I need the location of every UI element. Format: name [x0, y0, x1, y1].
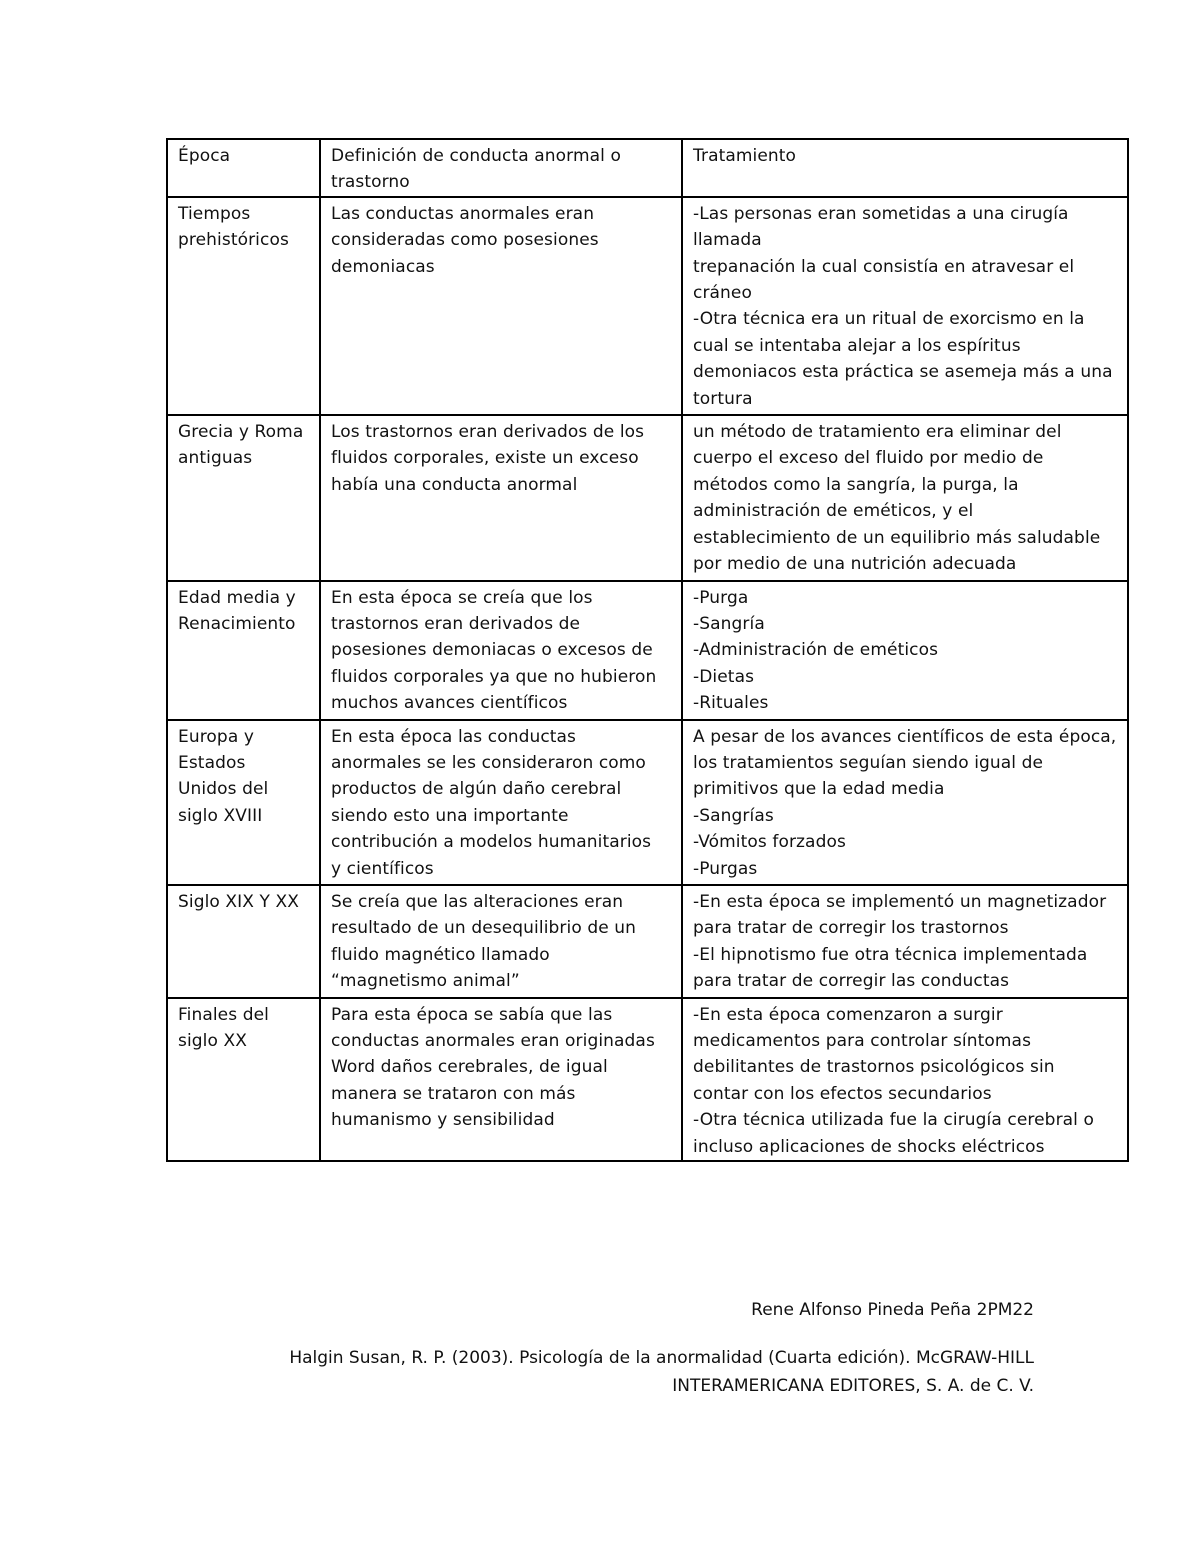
cell-treatment-line: un método de tratamiento era eliminar del [693, 422, 1062, 443]
cell-definition-line: Se creía que las alteraciones eran [331, 891, 624, 912]
cell-treatment-line: cual se intentaba alejar a los espíritus [693, 335, 1021, 356]
cell-treatment-line: contar con los efectos secundarios [693, 1083, 992, 1104]
cell-definition [320, 998, 682, 1161]
cell-treatment-line: los tratamientos seguían siendo igual de [693, 752, 1044, 773]
bibliographic-reference [214, 1344, 1034, 1400]
cell-treatment [682, 415, 1128, 580]
cell-treatment-line: trepanación la cual consistía en atravesar el [693, 256, 1075, 277]
cell-definition-line: muchos avances científicos [331, 693, 568, 714]
cell-definition-line: productos de algún daño cerebral [331, 779, 622, 800]
table-row [167, 581, 1128, 720]
cell-epoch-line: siglo XVIII [178, 805, 263, 826]
cell-treatment-line: tortura [693, 388, 753, 409]
cell-treatment [682, 581, 1128, 720]
cell-treatment-line: -Vómitos forzados [693, 832, 846, 853]
cell-epoch [167, 885, 320, 998]
cell-epoch [167, 197, 320, 415]
cell-treatment-line: -Otra técnica utilizada fue la cirugía cerebral o [693, 1110, 1095, 1131]
cell-treatment-line: medicamentos para controlar síntomas [693, 1031, 1032, 1051]
cell-treatment-line: -Purga [693, 587, 749, 608]
cell-epoch-line: Grecia y Roma [178, 422, 304, 443]
header-treatment [682, 139, 1128, 197]
cell-treatment-line: cráneo [693, 283, 752, 304]
cell-treatment-line: -El hipnotismo fue otra técnica implementada [693, 944, 1088, 965]
cell-definition-line: consideradas como posesiones [331, 230, 599, 251]
cell-definition-line: fluidos corporales, existe un exceso [331, 448, 639, 469]
header-epoch [167, 139, 320, 197]
cell-treatment-line: cuerpo el exceso del fluido por medio de [693, 448, 1044, 469]
cell-definition [320, 885, 682, 998]
cell-treatment-line: incluso aplicaciones de shocks eléctricos [693, 1136, 1045, 1157]
cell-epoch-line: Estados [178, 752, 246, 773]
cell-treatment [682, 998, 1128, 1161]
table-row [167, 415, 1128, 580]
cell-treatment-line: A pesar de los avances científicos de esta época, [693, 726, 1117, 747]
author-line: Rene Alfonso Pineda Peña 2PM22 [751, 1300, 1034, 1320]
cell-definition-line: conductas anormales eran originadas [331, 1031, 655, 1051]
cell-treatment-line: por medio de una nutrición adecuada [693, 554, 1017, 575]
cell-treatment [682, 885, 1128, 998]
cell-definition [320, 581, 682, 720]
reference-line: INTERAMERICANA EDITORES, S. A. de C. V. [672, 1376, 1034, 1396]
cell-epoch [167, 998, 320, 1161]
cell-treatment-line: -Otra técnica era un ritual de exorcismo en la [693, 309, 1085, 330]
cell-treatment-line: para tratar de corregir los trastornos [693, 918, 1009, 939]
cell-epoch-line: Europa y [178, 726, 255, 747]
cell-definition [320, 720, 682, 885]
cell-epoch-line: prehistóricos [178, 230, 289, 251]
cell-epoch-line: Siglo XIX Y XX [178, 891, 300, 912]
cell-definition-line: Las conductas anormales eran [331, 203, 595, 224]
table-body [167, 197, 1128, 1161]
cell-epoch [167, 415, 320, 580]
cell-epoch [167, 581, 320, 720]
cell-definition-line: contribución a modelos humanitarios [331, 832, 652, 853]
cell-treatment-line: -Sangría [693, 613, 765, 634]
table-row [167, 885, 1128, 998]
header-definition [320, 139, 682, 197]
header-definition-line: Definición de conducta anormal o [331, 146, 621, 166]
cell-treatment-line: establecimiento de un equilibrio más saludable [693, 527, 1101, 548]
table-row [167, 197, 1128, 415]
cell-epoch-line: Edad media y [178, 587, 296, 608]
cell-epoch-line: Tiempos [178, 203, 251, 224]
cell-treatment-line: -Dietas [693, 666, 755, 687]
cell-definition-line: fluidos corporales ya que no hubieron [331, 666, 657, 687]
cell-treatment [682, 720, 1128, 885]
reference-line: Halgin Susan, R. P. (2003). Psicología de la anormalidad (Cuarta edición). McGRAW-HILL [289, 1348, 1034, 1368]
cell-epoch-line: antiguas [178, 448, 253, 469]
table-row [167, 998, 1128, 1161]
cell-definition-line: En esta época se creía que los [331, 587, 593, 608]
cell-definition-line: Los trastornos eran derivados de los [331, 422, 645, 443]
header-epoch-text: Época [178, 146, 231, 166]
cell-definition-line: Word daños cerebrales, de igual [331, 1057, 608, 1078]
cell-definition-line: Para esta época se sabía que las [331, 1004, 613, 1025]
cell-definition-line: trastornos eran derivados de [331, 613, 581, 634]
cell-definition-line: anormales se les consideraron como [331, 752, 646, 773]
cell-treatment-line: -Sangrías [693, 805, 774, 826]
cell-definition-line: había una conducta anormal [331, 474, 578, 495]
cell-treatment-line: administración de eméticos, y el [693, 501, 974, 522]
cell-treatment-line: -Rituales [693, 693, 769, 714]
cell-definition-line: humanismo y sensibilidad [331, 1110, 555, 1131]
cell-definition-line: fluido magnético llamado [331, 944, 550, 965]
header-treatment-text: Tratamiento [693, 146, 797, 166]
table-header-row [167, 139, 1128, 197]
header-definition-line: trastorno [331, 172, 410, 193]
cell-epoch [167, 720, 320, 885]
cell-treatment-line: primitivos que la edad media [693, 779, 945, 800]
cell-epoch-line: siglo XX [178, 1031, 247, 1051]
cell-treatment-line: para tratar de corregir las conductas [693, 971, 1010, 992]
cell-definition-line: y científicos [331, 858, 434, 879]
cell-treatment-line: -Administración de eméticos [693, 640, 939, 661]
cell-treatment-line: -Las personas eran sometidas a una cirugía [693, 203, 1069, 224]
cell-treatment-line: llamada [693, 230, 762, 251]
cell-definition-line: En esta época las conductas [331, 726, 577, 747]
cell-treatment-line: -Purgas [693, 858, 758, 879]
cell-treatment-line: demoniacos esta práctica se asemeja más a una [693, 362, 1113, 383]
table-row [167, 720, 1128, 885]
cell-definition-line: manera se trataron con más [331, 1083, 576, 1104]
cell-definition-line: resultado de un desequilibrio de un [331, 918, 637, 939]
cell-definition [320, 197, 682, 415]
cell-treatment [682, 197, 1128, 415]
cell-epoch-line: Unidos del [178, 779, 269, 800]
cell-definition-line: demoniacas [331, 256, 435, 277]
cell-treatment-line: debilitantes de trastornos psicológicos sin [693, 1057, 1055, 1078]
cell-definition-line: posesiones demoniacas o excesos de [331, 640, 653, 661]
cell-definition-line: siendo esto una importante [331, 805, 569, 826]
cell-treatment-line: métodos como la sangría, la purga, la [693, 474, 1019, 495]
cell-definition [320, 415, 682, 580]
history-table [166, 138, 1129, 1162]
cell-treatment-line: -En esta época comenzaron a surgir [693, 1004, 1003, 1025]
cell-treatment-line: -En esta época se implementó un magnetizador [693, 891, 1107, 912]
cell-definition-line: “magnetismo animal” [331, 971, 520, 992]
cell-epoch-line: Finales del [178, 1004, 269, 1025]
cell-epoch-line: Renacimiento [178, 613, 296, 634]
